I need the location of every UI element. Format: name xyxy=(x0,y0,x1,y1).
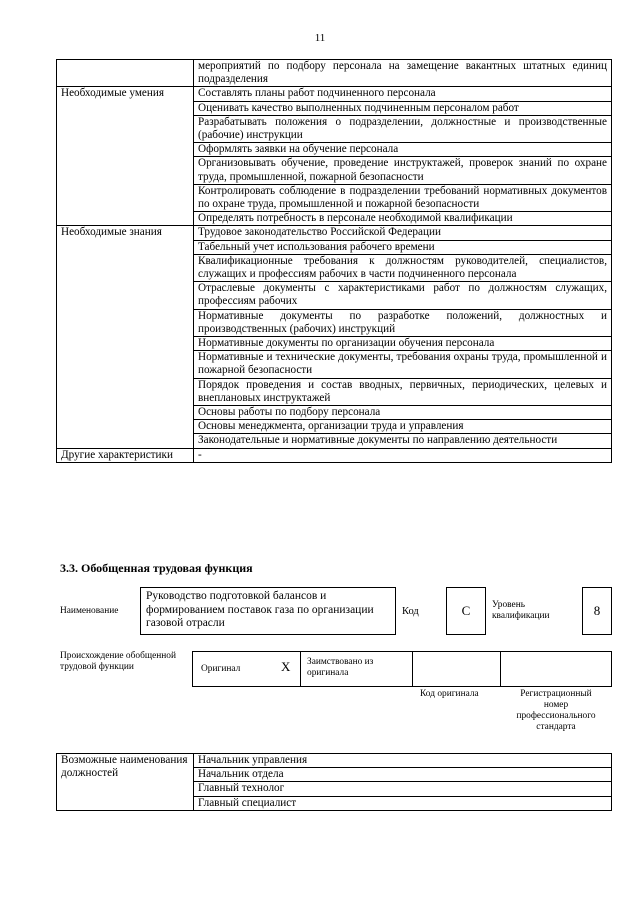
knowledge-item: Нормативные документы по разработке положений, должностных и производственных (рабочих) инструкций xyxy=(194,309,612,336)
original-mark: Х xyxy=(281,659,291,674)
origin-row xyxy=(192,651,612,687)
reg-number-caption: Регистрационный номер профессионального стандарта xyxy=(516,689,596,732)
borrowed-label: Заимствовано из оригинала xyxy=(307,657,374,678)
position-item: Главный технолог xyxy=(194,782,612,796)
skill-item: Составлять планы работ подчиненного персонала xyxy=(194,87,612,101)
skill-item: Организовывать обучение, проведение инструктажей, проверок знаний по охране труда, промышленной, пожарной безопасности xyxy=(194,157,612,184)
function-name-value: Руководство подготовкой балансов и формированием поставок газа по организации газовой отрасли xyxy=(140,587,396,635)
skill-item: Оформлять заявки на обучение персонала xyxy=(194,143,612,157)
position-item: Начальник управления xyxy=(194,754,612,768)
section-heading: 3.3. Обобщенная трудовая функция xyxy=(60,561,253,575)
code-original-caption: Код оригинала xyxy=(420,689,479,699)
other-label: Другие характеристики xyxy=(57,448,194,462)
reg-number-cell xyxy=(501,652,611,686)
other-value: - xyxy=(194,448,612,462)
skill-item: Контролировать соблюдение в подразделении требований нормативных документов по охране труда, промышленной и пожарной безопасности xyxy=(194,184,612,211)
skill-item: Разрабатывать положения о подразделении, должностные и производственные (рабочие) инструкции xyxy=(194,115,612,142)
code-label: Код xyxy=(402,606,419,617)
knowledge-item: Табельный учет использования рабочего времени xyxy=(194,240,612,254)
knowledge-item: Отраслевые документы с характеристиками работ по должностям служащих, профессиям рабочих xyxy=(194,282,612,309)
position-item: Начальник отдела xyxy=(194,768,612,782)
knowledge-item: Основы работы по подбору персонала xyxy=(194,406,612,420)
knowledge-item: Квалификационные требования к должностям руководителей, специалистов, служащих и профессиям рабочих в части подчиненного персонала xyxy=(194,254,612,281)
name-label: Наименование xyxy=(60,606,119,616)
level-value: 8 xyxy=(582,587,612,635)
table-row xyxy=(57,754,612,768)
knowledge-label: Необходимые знания xyxy=(57,226,194,448)
borrowed-cell xyxy=(301,652,413,686)
knowledge-item: Нормативные и технические документы, требования охраны труда, промышленной и пожарной безопасности xyxy=(194,351,612,378)
knowledge-item: Основы менеджмента, организации труда и управления xyxy=(194,420,612,434)
table-row xyxy=(57,226,612,240)
label-cell-empty xyxy=(57,60,194,87)
skill-item: Определять потребность в персонале необходимой квалификации xyxy=(194,212,612,226)
original-label: Оригинал xyxy=(201,664,241,674)
table-row xyxy=(57,448,612,462)
table-row xyxy=(57,60,612,87)
original-cell xyxy=(193,652,301,686)
skill-item: Оценивать качество выполненных подчиненным персоналом работ xyxy=(194,101,612,115)
knowledge-item: Порядок проведения и состав вводных, первичных, периодических, целевых и внеплановых инструктажей xyxy=(194,378,612,405)
skills-label: Необходимые умения xyxy=(57,87,194,226)
positions-label: Возможные наименования должностей xyxy=(57,754,194,811)
table-row xyxy=(57,87,612,101)
positions-table xyxy=(56,753,612,811)
code-value: С xyxy=(446,587,486,635)
knowledge-item: Нормативные документы по организации обучения персонала xyxy=(194,337,612,351)
page-number: 11 xyxy=(314,32,326,44)
knowledge-item: Трудовое законодательство Российской Федерации xyxy=(194,226,612,240)
knowledge-item: Законодательные и нормативные документы по направлению деятельности xyxy=(194,434,612,448)
position-item: Главный специалист xyxy=(194,796,612,810)
table-cell: мероприятий по подбору персонала на замещение вакантных штатных единиц подразделения xyxy=(194,60,612,87)
level-label: Уровень квалификации xyxy=(492,600,550,621)
requirements-table xyxy=(56,59,612,463)
code-original-cell xyxy=(413,652,501,686)
origin-label: Происхождение обобщенной трудовой функции xyxy=(60,651,176,672)
